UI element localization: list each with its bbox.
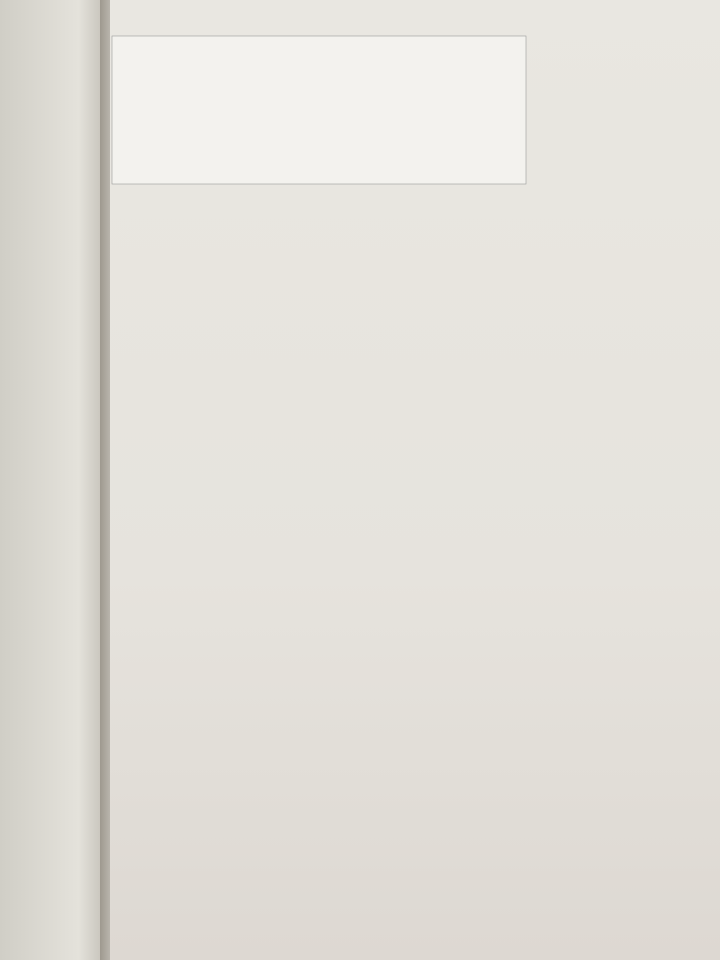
book-page <box>110 0 720 960</box>
timeseries-panel <box>112 36 526 184</box>
figure-svg <box>110 0 720 360</box>
figure-9 <box>110 0 720 360</box>
left-page-fragment <box>0 0 112 960</box>
